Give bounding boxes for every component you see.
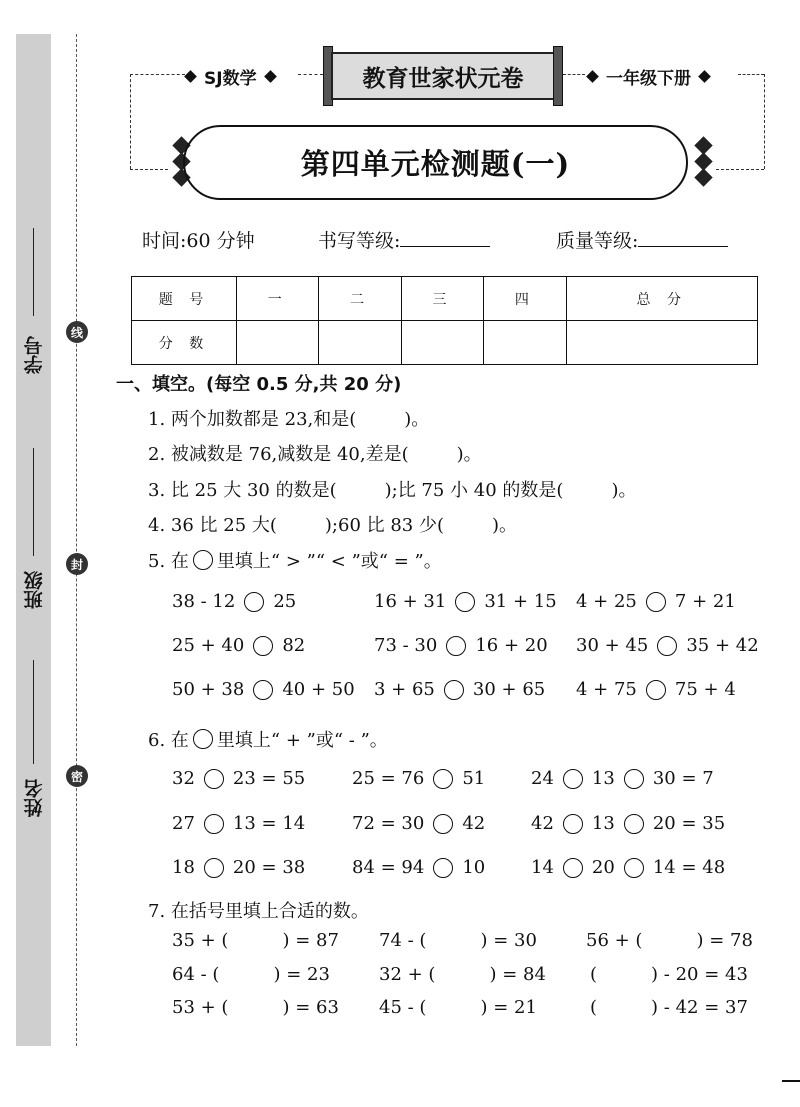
name-line <box>33 660 34 764</box>
q6-item <box>531 857 725 878</box>
expr-part: 64 - ( <box>172 964 220 985</box>
compare-circle[interactable] <box>444 680 464 700</box>
operator-circle[interactable] <box>563 769 583 789</box>
expr-right: 25 <box>273 591 297 612</box>
q6-item <box>172 813 305 834</box>
q5-item <box>374 635 548 656</box>
q7-item <box>379 997 537 1018</box>
expr-part: 20 = 35 <box>652 813 726 834</box>
compare-circle[interactable] <box>657 636 677 656</box>
expr-part: ) = 63 <box>282 997 339 1018</box>
q4-text-b: );60 比 83 少( <box>324 515 444 536</box>
compare-circle[interactable] <box>244 592 264 612</box>
expr-left: 25 + 40 <box>172 635 245 656</box>
operator-circle[interactable] <box>433 769 453 789</box>
header-dash-right-bottom <box>716 169 764 170</box>
score-cell[interactable] <box>319 321 401 365</box>
operator-circle[interactable] <box>624 769 644 789</box>
expr-left: 50 + 38 <box>172 679 245 700</box>
diamond-icon <box>698 70 711 83</box>
header-dash-right-vertical <box>764 74 765 169</box>
question-1 <box>148 405 429 431</box>
question-4 <box>148 511 517 537</box>
score-cell[interactable] <box>237 321 319 365</box>
q7-item <box>172 964 330 985</box>
q5-item <box>374 591 557 612</box>
operator-circle[interactable] <box>204 769 224 789</box>
q3-text-b: );比 75 小 40 的数是( <box>384 480 564 501</box>
operator-circle[interactable] <box>204 858 224 878</box>
compare-circle[interactable] <box>646 680 666 700</box>
q6-prompt-a: 6. 在 <box>148 730 189 751</box>
q5-item <box>172 591 296 612</box>
table-cell: 四 <box>484 277 566 321</box>
operator-circle[interactable] <box>563 858 583 878</box>
expr-part: 45 - ( <box>379 997 427 1018</box>
circle-icon <box>193 729 213 749</box>
expr-left: 38 - 12 <box>172 591 236 612</box>
q5-item <box>374 679 545 700</box>
class-label: 班级 <box>23 571 46 609</box>
expr-left: 73 - 30 <box>374 635 438 656</box>
expr-part: 20 = 38 <box>232 857 306 878</box>
expr-part: ) = 84 <box>489 964 546 985</box>
class-line <box>33 448 34 556</box>
seal-seal: 封 <box>66 553 88 575</box>
q4-text-c: )。 <box>492 515 518 536</box>
expr-part: 23 = 55 <box>232 768 306 789</box>
q6-item <box>531 768 714 789</box>
expr-right: 35 + 42 <box>686 635 759 656</box>
score-table-score-row <box>132 321 758 365</box>
compare-circle[interactable] <box>446 636 466 656</box>
expr-left: 3 + 65 <box>374 679 435 700</box>
operator-circle[interactable] <box>624 814 644 834</box>
expr-part: 42 <box>462 813 486 834</box>
score-table <box>131 276 758 365</box>
q6-item <box>352 857 485 878</box>
header-dash-left-vertical <box>130 74 131 169</box>
name-label: 姓名 <box>23 779 46 817</box>
q6-item <box>531 813 725 834</box>
writing-grade-blank[interactable] <box>400 230 490 247</box>
diamond-icon <box>184 70 197 83</box>
q7-item <box>379 964 546 985</box>
quality-grade <box>556 226 728 253</box>
expr-part: ) = 21 <box>480 997 537 1018</box>
brand-title: 教育世家状元卷 <box>331 52 555 100</box>
q6-prompt-b: 里填上“ + ”或“ - ”。 <box>216 730 388 751</box>
q5-item <box>172 679 355 700</box>
q7-item <box>586 930 753 951</box>
expr-part: 30 = 7 <box>652 768 714 789</box>
expr-right: 31 + 15 <box>484 591 557 612</box>
question-2 <box>148 440 482 466</box>
header-dash-left-bottom <box>130 169 168 170</box>
operator-circle[interactable] <box>433 858 453 878</box>
quality-grade-label: 质量等级: <box>556 230 639 252</box>
operator-circle[interactable] <box>204 814 224 834</box>
score-cell[interactable] <box>484 321 566 365</box>
compare-circle[interactable] <box>646 592 666 612</box>
q7-item <box>379 930 537 951</box>
time-info: 时间:60 分钟 <box>142 230 255 252</box>
expr-right: 30 + 65 <box>472 679 546 700</box>
table-cell: 三 <box>401 277 483 321</box>
q6-item <box>352 768 485 789</box>
expr-left: 4 + 75 <box>576 679 637 700</box>
expr-part: ) = 78 <box>696 930 753 951</box>
header-dash-mid-right <box>563 74 585 75</box>
quality-grade-blank[interactable] <box>638 230 728 247</box>
compare-circle[interactable] <box>253 680 273 700</box>
expr-part: 13 <box>591 768 615 789</box>
operator-circle[interactable] <box>433 814 453 834</box>
expr-right: 40 + 50 <box>282 679 355 700</box>
expr-part: ( <box>590 964 598 985</box>
expr-part: 25 = 76 <box>352 768 425 789</box>
expr-part: ( <box>590 997 598 1018</box>
expr-part: 13 <box>591 813 615 834</box>
question-7: 7. 在括号里填上合适的数。 <box>148 901 369 922</box>
expr-part: 35 + ( <box>172 930 229 951</box>
q7-item <box>172 997 339 1018</box>
q5-item <box>576 679 736 700</box>
expr-part: 14 <box>531 857 554 878</box>
compare-circle[interactable] <box>455 592 475 612</box>
table-cell: 二 <box>319 277 401 321</box>
expr-right: 7 + 21 <box>674 591 736 612</box>
student-id-label: 学号 <box>23 336 46 374</box>
subject-tag <box>186 64 275 89</box>
expr-part: 51 <box>462 768 486 789</box>
grade-tag <box>588 64 709 89</box>
diamonds-right-icon <box>692 139 714 184</box>
expr-part: 32 <box>172 768 195 789</box>
q6-item <box>172 857 305 878</box>
header-dash-mid-left <box>298 74 323 75</box>
section-title: 一、填空。(每空 0.5 分,共 20 分) <box>116 374 402 395</box>
expr-part: 74 - ( <box>379 930 427 951</box>
expr-part: 13 = 14 <box>232 813 306 834</box>
expr-part: 53 + ( <box>172 997 229 1018</box>
q5-item <box>576 635 759 656</box>
expr-part: 42 <box>531 813 554 834</box>
expr-part: ) - 20 = 43 <box>651 964 748 985</box>
expr-part: 27 <box>172 813 195 834</box>
writing-grade-label: 书写等级: <box>318 230 401 252</box>
q1-text-b: )。 <box>404 409 430 430</box>
score-cell[interactable] <box>566 321 758 365</box>
operator-circle[interactable] <box>624 858 644 878</box>
diamond-icon <box>586 70 599 83</box>
q7-item <box>590 997 748 1018</box>
page-title: 第四单元检测题(一) <box>183 125 688 200</box>
compare-circle[interactable] <box>253 636 273 656</box>
header-dash-left <box>130 74 185 75</box>
q3-text-c: )。 <box>611 480 637 501</box>
expr-left: 4 + 25 <box>576 591 637 612</box>
subject-label: SJ数学 <box>204 69 257 89</box>
question-5 <box>148 547 442 573</box>
expr-right: 75 + 4 <box>674 679 736 700</box>
q2-text-b: )。 <box>456 444 482 465</box>
q5-item <box>576 591 736 612</box>
brand-scroll <box>323 46 563 106</box>
expr-part: ) = 87 <box>282 930 339 951</box>
expr-part: 84 = 94 <box>352 857 425 878</box>
expr-part: 10 <box>462 857 486 878</box>
score-cell[interactable] <box>401 321 483 365</box>
page-corner-mark <box>782 1080 800 1082</box>
q7-item <box>172 930 339 951</box>
q5-prompt-a: 5. 在 <box>148 551 189 572</box>
expr-part: 72 = 30 <box>352 813 425 834</box>
expr-part: 56 + ( <box>586 930 643 951</box>
expr-part: ) = 23 <box>273 964 330 985</box>
q3-text-a: 3. 比 25 大 30 的数是( <box>148 480 337 501</box>
expr-part: ) - 42 = 37 <box>651 997 748 1018</box>
grade-label: 一年级下册 <box>606 69 691 89</box>
q6-item <box>352 813 485 834</box>
question-6 <box>148 726 388 752</box>
q5-item <box>172 635 305 656</box>
header-dash-right <box>738 74 764 75</box>
seal-secret: 密 <box>66 765 88 787</box>
expr-left: 16 + 31 <box>374 591 447 612</box>
operator-circle[interactable] <box>563 814 583 834</box>
expr-right: 82 <box>282 635 306 656</box>
expr-part: 14 = 48 <box>652 857 726 878</box>
circle-icon <box>193 550 213 570</box>
scroll-roll-right <box>553 46 563 106</box>
expr-part: 32 + ( <box>379 964 436 985</box>
question-3 <box>148 476 636 502</box>
table-cell: 分 数 <box>132 321 237 365</box>
seal-line: 线 <box>66 321 88 343</box>
expr-part: 18 <box>172 857 195 878</box>
diamond-icon <box>264 70 277 83</box>
writing-grade <box>318 226 490 253</box>
q7-item <box>590 964 748 985</box>
q2-text-a: 2. 被减数是 76,减数是 40,差是( <box>148 444 409 465</box>
student-id-line <box>33 228 34 316</box>
expr-right: 16 + 20 <box>475 635 548 656</box>
q1-text-a: 1. 两个加数都是 23,和是( <box>148 409 357 430</box>
q5-prompt-b: 里填上“ > ”“ < ”或“ = ”。 <box>216 551 442 572</box>
cut-line <box>76 34 77 1046</box>
q6-item <box>172 768 305 789</box>
table-cell: 一 <box>237 277 319 321</box>
table-cell: 总 分 <box>566 277 758 321</box>
score-table-header-row <box>132 277 758 321</box>
expr-part: 20 <box>591 857 615 878</box>
table-cell: 题 号 <box>132 277 237 321</box>
expr-part: ) = 30 <box>480 930 537 951</box>
expr-left: 30 + 45 <box>576 635 649 656</box>
expr-part: 24 <box>531 768 554 789</box>
q4-text-a: 4. 36 比 25 大( <box>148 515 277 536</box>
